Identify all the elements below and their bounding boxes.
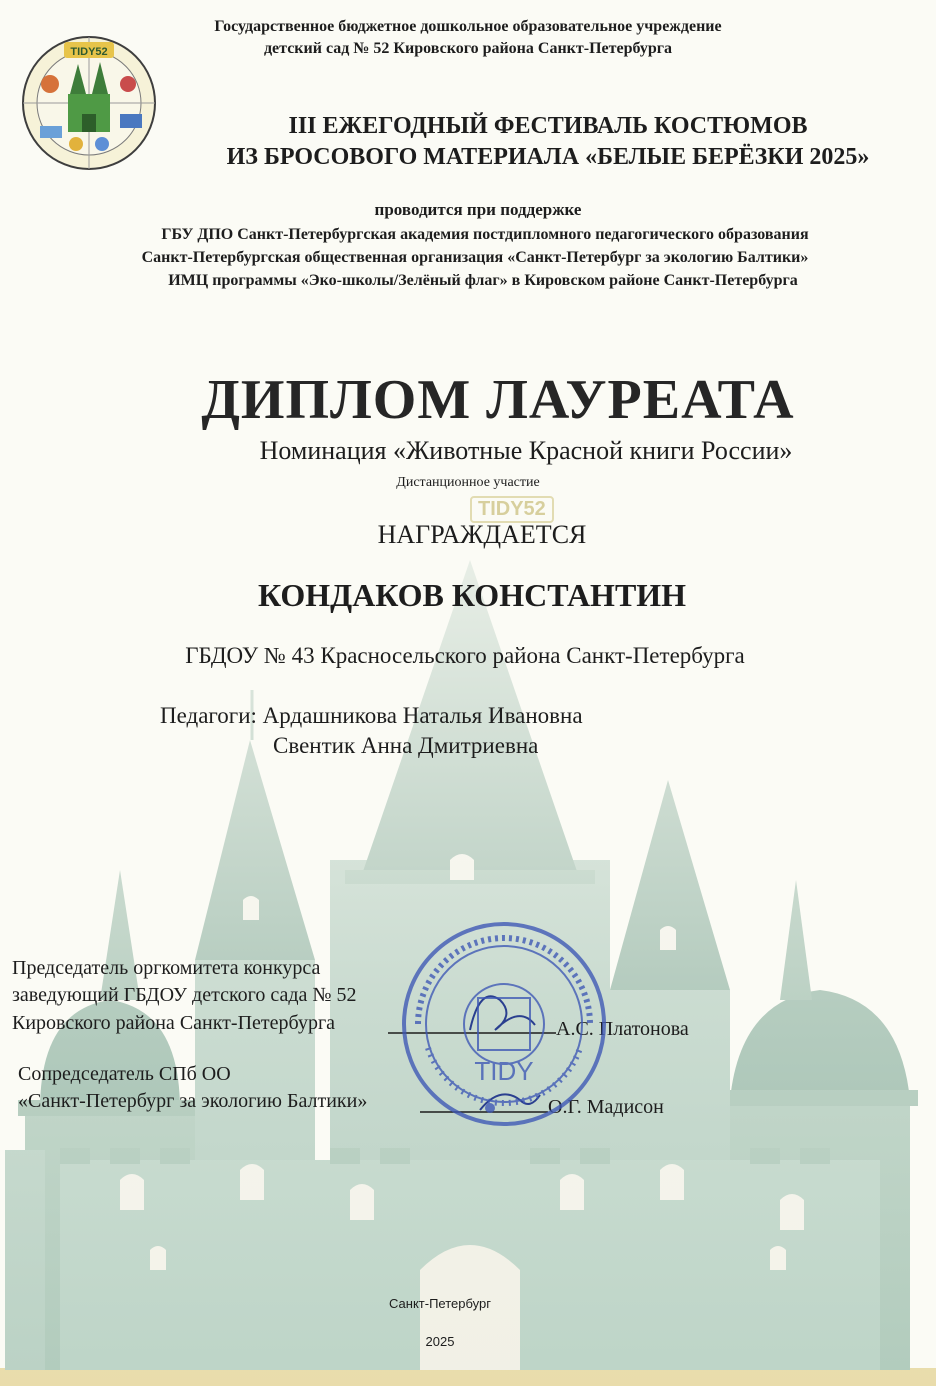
festival-title-line1: III ЕЖЕГОДНЫЙ ФЕСТИВАЛЬ КОСТЮМОВ — [288, 113, 808, 139]
support-line-3: ИМЦ программы «Эко-школы/Зелёный флаг» в Кировском районе Санкт-Петербурга — [168, 272, 798, 289]
teachers — [160, 703, 583, 729]
cochair-name: О.Г. Мадисон — [548, 1096, 664, 1118]
teacher-1: Ардашникова Наталья Ивановна — [262, 703, 583, 728]
chair-title-line3: Кировского района Санкт-Петербурга — [12, 1012, 336, 1034]
org-name-line2: детский сад № 52 Кировского района Санкт-Петербурга — [263, 40, 673, 57]
org-name-line1: Государственное бюджетное дошкольное образовательное учреждение — [214, 18, 722, 35]
participation-type: Дистанционное участие — [396, 475, 540, 490]
official-seal-stamp — [398, 918, 610, 1130]
cochair-title-line1: Сопредседатель СПб ОО — [18, 1063, 231, 1085]
awarded-label: НАГРАЖДАЕТСЯ — [377, 520, 587, 549]
chair-title-line1: Председатель оргкомитета конкурса — [12, 957, 321, 979]
logo-text: TIDY52 — [70, 46, 108, 58]
diploma-title: ДИПЛОМ ЛАУРЕАТА — [201, 369, 795, 431]
teacher-2: Свентик Анна Дмитриевна — [273, 733, 539, 758]
support-line-1: ГБУ ДПО Санкт-Петербургская академия постдипломного педагогического образования — [161, 226, 809, 243]
institution: ГБДОУ № 43 Красносельского района Санкт-Петербурга — [185, 643, 745, 668]
svg-text:TIDY: TIDY — [474, 1056, 534, 1086]
recipient-name: КОНДАКОВ КОНСТАНТИН — [257, 577, 687, 613]
festival-title-line2: ИЗ БРОСОВОГО МАТЕРИАЛА «БЕЛЫЕ БЕРЁЗКИ 2025» — [226, 144, 870, 170]
support-line-2: Санкт-Петербургская общественная организация «Санкт-Петербург за экологию Балтики» — [141, 249, 809, 266]
nomination: Номинация «Животные Красной книги России» — [259, 436, 793, 465]
support-heading: проводится при поддержке — [374, 200, 582, 219]
chair-name: А.С. Платонова — [556, 1018, 689, 1040]
cochair-title-line2: «Санкт-Петербург за экологию Балтики» — [18, 1090, 368, 1112]
teachers-label: Педагоги: — [160, 703, 257, 728]
watermark-logo: TIDY52 — [470, 496, 554, 523]
footer-year: 2025 — [425, 1334, 455, 1349]
footer-city: Санкт-Петербург — [389, 1296, 491, 1311]
chair-title-line2: заведующий ГБДОУ детского сада № 52 — [12, 984, 357, 1006]
